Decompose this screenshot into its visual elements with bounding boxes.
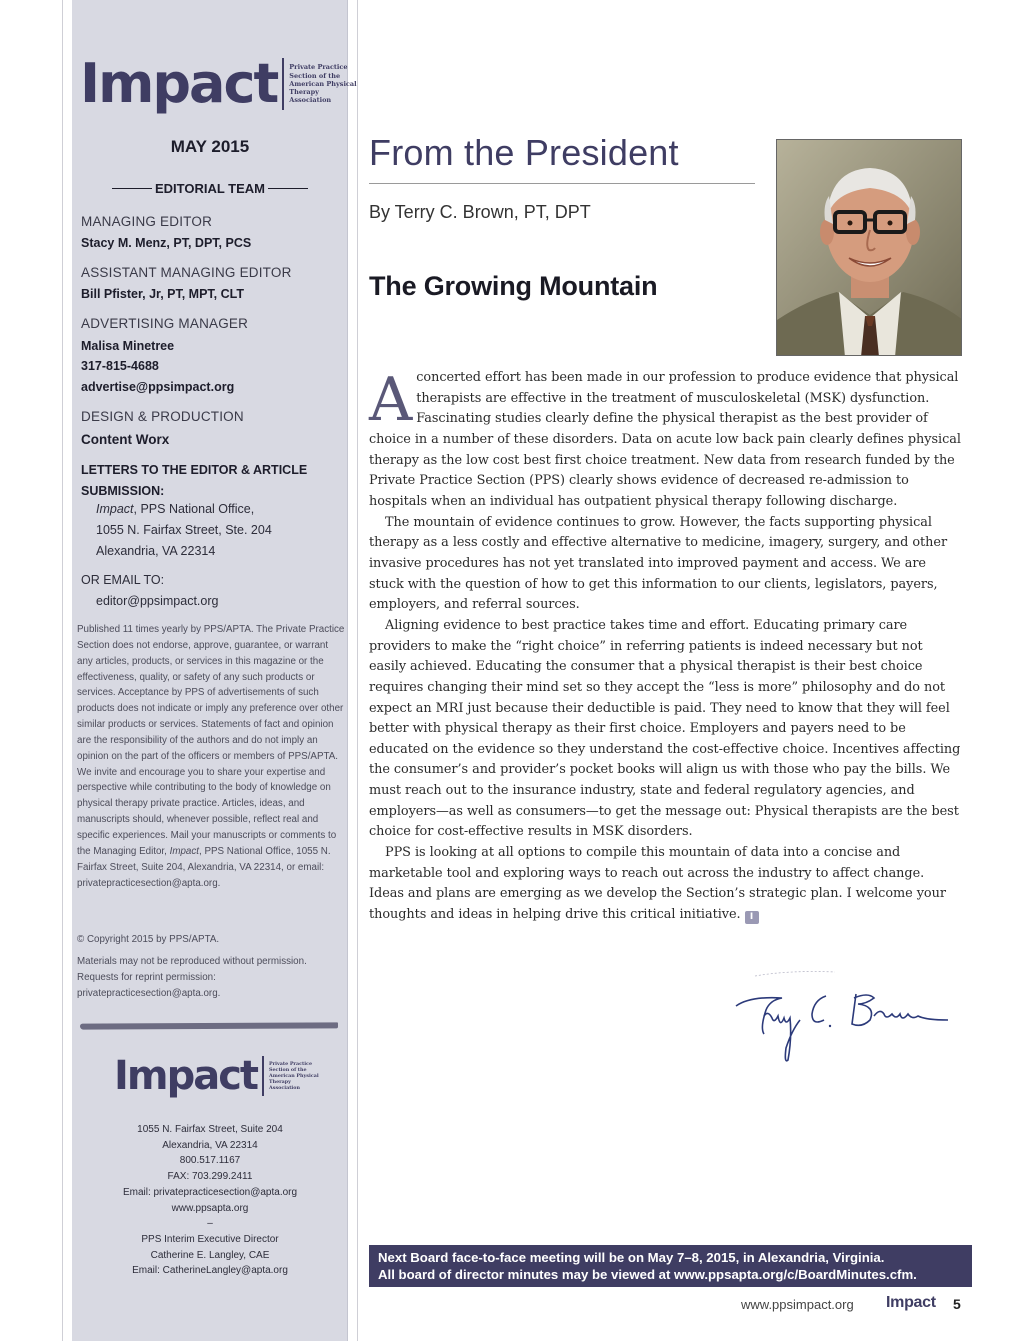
submission-address-line1 (96, 502, 254, 516)
editorial-team-heading (112, 181, 308, 196)
notice-line1: Next Board face-to-face meeting will be on May 7–8, 2015, in Alexandria, Virginia. (378, 1250, 885, 1265)
byline: By Terry C. Brown, PT, DPT (369, 202, 591, 222)
contact-web[interactable]: www.ppsapta.org (171, 1202, 249, 1214)
section-title: From the President (369, 132, 679, 173)
submission-address-line2: 1055 N. Fairfax Street, Ste. 204 (96, 523, 272, 537)
contact-block (72, 1122, 348, 1279)
advertising-manager-name: Malisa Minetree (81, 339, 175, 353)
heading-rule-left (112, 188, 152, 189)
article-paragraph-1 (369, 365, 961, 513)
article-paragraph-4 (369, 843, 961, 926)
assistant-editor-role: ASSISTANT MANAGING EDITOR (81, 265, 292, 280)
footer-magazine-name: Impact (886, 1294, 936, 1311)
author-photo (776, 139, 962, 356)
title-rule (369, 183, 755, 184)
advertising-phone: 317-815-4688 (81, 359, 159, 373)
issue-date: MAY 2015 (170, 137, 250, 156)
impact-logo-small (114, 1052, 321, 1100)
logo-tagline: Private Practice Section of the American Physical Therapy Association (289, 63, 357, 105)
logo-divider-small (262, 1056, 264, 1096)
contact-email[interactable]: Email: privatepracticesection@apta.org (122, 1186, 298, 1198)
magazine-name-italic: Impact (96, 502, 134, 516)
assistant-editor-name: Bill Pfister, Jr, PT, MPT, CLT (81, 287, 245, 301)
page-number: 5 (953, 1296, 961, 1312)
end-of-article-icon: I (745, 911, 759, 924)
page-frame-line-left (62, 0, 63, 1341)
impact-logo (80, 52, 359, 116)
article-body (369, 365, 961, 926)
logo-wordmark-small: Impact (114, 1053, 258, 1099)
director-title: PPS Interim Executive Director (141, 1233, 279, 1245)
contact-phone: 800.517.1167 (179, 1155, 241, 1167)
advertising-email[interactable]: advertise@ppsimpact.org (81, 380, 235, 394)
managing-editor-name: Stacy M. Menz, PT, DPT, PCS (81, 236, 252, 250)
notice-line2[interactable]: All board of director minutes may be viewed at www.ppsapta.org/c/BoardMinutes.cfm. (378, 1266, 917, 1282)
contact-address2: Alexandria, VA 22314 (162, 1139, 258, 1151)
editorial-team-label: EDITORIAL TEAM (154, 181, 266, 196)
disclaimer-magazine-italic: Impact (169, 845, 199, 857)
submission-heading: LETTERS TO THE EDITOR & ARTICLE SUBMISSION: (81, 463, 308, 498)
drop-cap: A (369, 365, 413, 435)
logo-wordmark: Impact (80, 52, 278, 115)
logo-divider (282, 58, 284, 110)
design-production-role: DESIGN & PRODUCTION (81, 409, 244, 424)
page-frame-line-right (357, 0, 358, 1341)
footer-url[interactable]: www.ppsimpact.org (741, 1297, 854, 1312)
logo-tagline-small: Private Practice Section of the American Physical Therapy Association (269, 1061, 319, 1091)
author-portrait-illustration (777, 140, 962, 356)
copyright-text: © Copyright 2015 by PPS/APTA. (77, 934, 220, 945)
contact-fax: FAX: 703.299.2411 (167, 1171, 253, 1183)
paragraph-1-text: concerted effort has been made in our profession to produce evidence that physical therapists are effective in the treatment of musculoskeletal (MSK) dysfunction. Fascinating studies clearly define the physical therapist as the best provider of choice in a number of these disorders. Data on acute low back pain clearly defines physical therapy as the low cost best first choice treatment. New data from research funded by the Private Practice Section (PPS) clearly shows evidence of decreased re-admission to hospitals when an individual has outpatient physical therapy following discharge. (369, 370, 961, 509)
submission-address-line3: Alexandria, VA 22314 (96, 544, 216, 558)
contact-dash: – (207, 1218, 213, 1230)
reprint-text: Materials may not be reproduced without permission. Requests for reprint permission: privatepracticesection@apta.org. (77, 956, 307, 999)
article-headline: The Growing Mountain (369, 271, 658, 301)
disclaimer-part2: , PPS National Office, 1055 N. Fairfax Street, Suite 204, Alexandria, VA 22314, or email: privatepracticesection@apta.org. (77, 845, 331, 889)
director-name: Catherine E. Langley, CAE (150, 1249, 270, 1261)
heading-rule-right (268, 188, 308, 189)
disclaimer-part1: Published 11 times yearly by PPS/APTA. The Private Practice Section does not endorse, approve, guarantee, or warrant any articles, products, or services in this magazine or the effectiveness, quality, or safety of any such products or services. Acceptance by PPS of advertisements of such products does not indicate or imply any preference over other similar products or services. Statements of fact and opinion are the responsibility of the authors and do not imply an opinion on the part of the officers or members of PPS/APTA. We invite and encourage you to share your expertise and perspective while contributing to the body of knowledge on physical therapy private practice. Articles, ideas, and manuscripts should, whenever possible, reflect real and specific experiences. Mail your manuscripts or comments to the Managing Editor, (77, 624, 345, 857)
president-signature (730, 968, 955, 1068)
or-email-label: OR EMAIL TO: (81, 573, 165, 587)
article-paragraph-2: The mountain of evidence continues to grow. However, the facts supporting physical therapy as a less costly and effective alternative to medicine, imagery, surgery, and other invasive procedures has not yet translated into improved payment and access. We are stuck with the question of how to get this information to our clients, legislators, payers, employers, and referral sources. (369, 514, 948, 613)
address-line1-rest: , PPS National Office, (133, 502, 255, 516)
article-paragraph-3: Aligning evidence to best practice takes time and effort. Educating primary care providers to make the “right choice” in referring patients is indeed necessary but not easily achieved. Educating the consumer that a physical therapist is their best choice requires changing their mind set so they accept the “less is more” philosophy and do not expect an MRI just because their deductible is paid. They need to know that they will feel better with physical therapy as their first choice. Employers and payers need to be educated on the evidence so they understand the cost-effective choice. Incentives affecting the consumer’s and provider’s pocket books will align us with those who pay the bills. We must reach out to the insurance industry, state and federal regulatory agencies, and employers—as well as consumers—to get the message out: Physical therapists are the best choice for cost-effective results in MSK disorders. (369, 617, 961, 840)
managing-editor-role: MANAGING EDITOR (81, 214, 213, 229)
design-production-name: Content Worx (81, 432, 170, 447)
editor-email[interactable]: editor@ppsimpact.org (96, 594, 219, 608)
paragraph-4-text: PPS is looking at all options to compile this mountain of data into a concise and marketable tool and exploring ways to reach out across the industry to affect change. Ideas and plans are emerging as we develop the Section’s strategic plan. I welcome your thoughts and ideas in helping drive this critical initiative. (369, 845, 946, 923)
advertising-manager-role: ADVERTISING MANAGER (81, 316, 249, 331)
director-email[interactable]: Email: CatherineLangley@apta.org (132, 1265, 288, 1277)
contact-address1: 1055 N. Fairfax Street, Suite 204 (137, 1124, 283, 1135)
board-meeting-notice (369, 1245, 972, 1287)
disclaimer-text (77, 622, 345, 891)
